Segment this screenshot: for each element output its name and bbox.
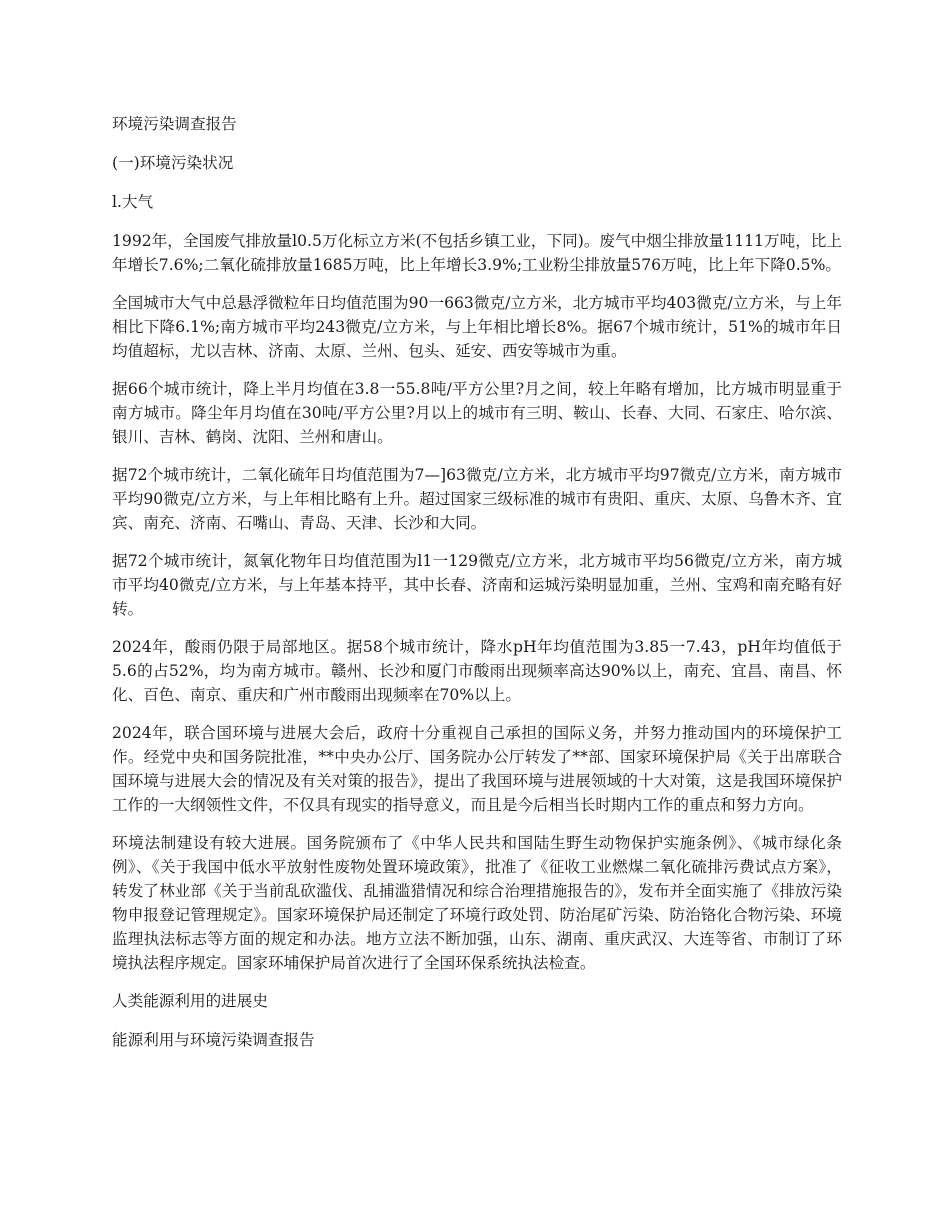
document-page xyxy=(112,112,842,1067)
footer-heading-energy-history: 人类能源利用的进展史 xyxy=(112,992,268,1010)
subsection-heading: l.大气 xyxy=(112,193,154,211)
paragraph-suspended-particles: 全国城市大气中总悬浮微粒年日均值范围为90一663微克/立方米，北方城市平均403微克/立方米，与上年相比下降6.1%;南方城市平均243微克/立方米，与上年相比增长8%。据67个城市统计，51%的城市年日均值超标，尤以吉林、济南、太原、兰州、包头、延安、西安等城市为重。 xyxy=(112,294,842,360)
paragraph-acid-rain: 2024年，酸雨仍限于局部地区。据58个城市统计，降水pH年均值范围为3.85一7.43，pH年均值低于5.6的占52%，均为南方城市。赣州、长沙和厦门市酸雨出现频率高达90%以上，南充、宜昌、南昌、怀化、百色、南京、重庆和广州市酸雨出现频率在70%以上。 xyxy=(112,638,842,704)
paragraph-sulfur-dioxide: 据72个城市统计，二氧化硫年日均值范围为7—]63微克/立方米，北方城市平均97微克/立方米，南方城市平均90微克/立方米，与上年相比略有上升。超过国家三级标准的城市有贵阳、重庆、太原、乌鲁木齐、宜宾、南充、济南、石嘴山、青岛、天津、长沙和大同。 xyxy=(112,466,842,532)
paragraph-nitrogen-oxides: 据72个城市统计，氮氧化物年日均值范围为l1一129微克/立方米，北方城市平均56微克/立方米，南方城市平均40微克/立方米，与上年基本持平，其中长春、济南和运城污染明显加重，兰州、宝鸡和南充略有好转。 xyxy=(112,552,842,618)
paragraph-policy: 2024年，联合国环境与进展大会后，政府十分重视自己承担的国际义务，并努力推动国内的环境保护工作。经党中央和国务院批准，**中央办公厅、国务院办公厅转发了**部、国家环境保护局《关于出席联合国环境与进展大会的情况及有关对策的报告》，提出了我国环境与进展领域的十大对策，这是我国环境保护工作的一大纲领性文件，不仅具有现实的指导意义，而且是今后相当长时期内工作的重点和努力方向。 xyxy=(112,724,842,814)
section-heading: (一)环境污染状况 xyxy=(112,154,234,172)
paragraph-emissions: 1992年，全国废气排放量l0.5万化标立方米(不包括乡镇工业，下同)。废气中烟尘排放量1111万吨，比上年增长7.6%;二氧化硫排放量1685万吨，比上年增长3.9%;工业粉尘排放量576万吨，比上年下降0.5%。 xyxy=(112,232,842,274)
paragraph-legislation: 环境法制建设有较大进展。国务院颁布了《中华人民共和国陆生野生动物保护实施条例》、《城市绿化条例》、《关于我国中低水平放射性废物处置环境政策》，批准了《征收工业燃煤二氧化硫排污费试点方案》，转发了林业部《关于当前乱砍滥伐、乱捕滥猎情况和综合治理措施报告的》，发布并全面实施了《排放污染物申报登记管理规定》。国家环境保护局还制定了环境行政处罚、防治尾矿污染、防治铬化合物污染、环境监理执法标志等方面的规定和办法。地方立法不断加强，山东、湖南、重庆武汉、大连等省、市制订了环境执法程序规定。国家环埔保护局首次进行了全国环保系统执法检查。 xyxy=(112,834,842,972)
document-title: 环境污染调查报告 xyxy=(112,115,237,133)
paragraph-dustfall: 据66个城市统计，降上半月均值在3.8一55.8吨/平方公里?月之间，较上年略有增加，比方城市明显重于南方城市。降尘年月均值在30吨/平方公里?月以上的城市有三明、鞍山、长春、大同、石家庄、哈尔滨、银川、吉林、鹤岗、沈阳、兰州和唐山。 xyxy=(112,380,842,446)
footer-heading-energy-report: 能源利用与环境污染调查报告 xyxy=(112,1031,315,1049)
